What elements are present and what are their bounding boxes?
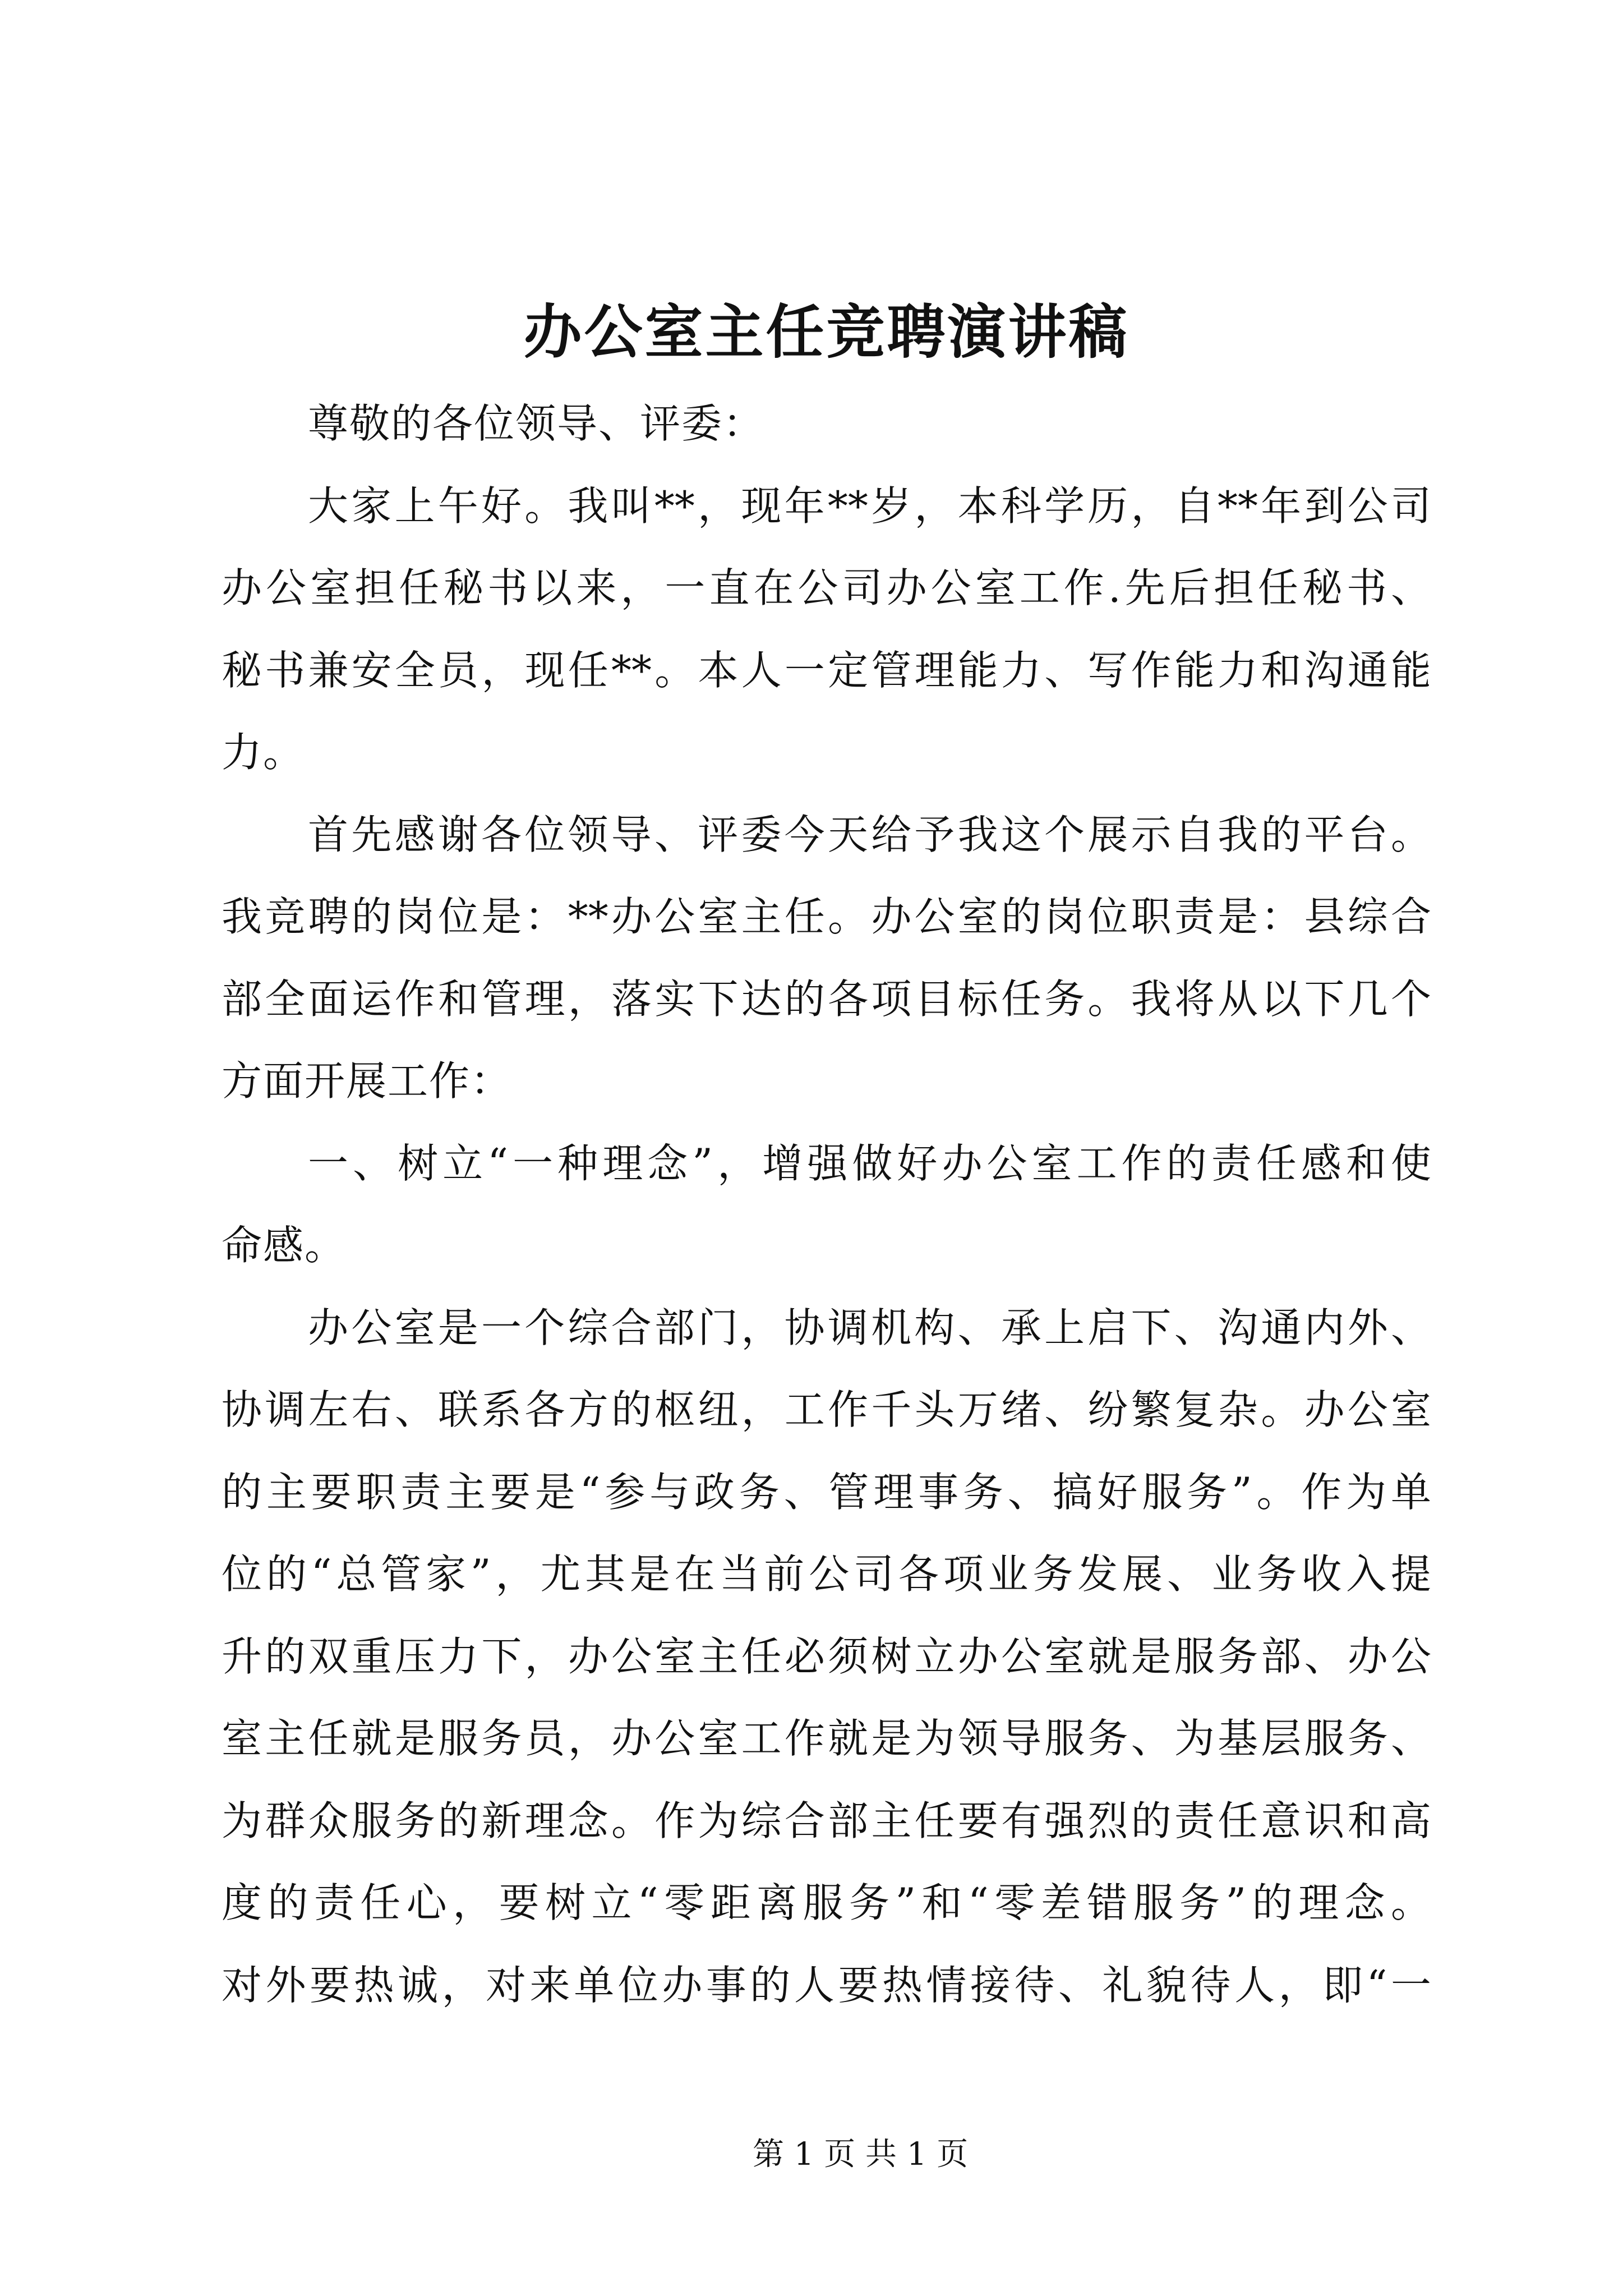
text-line: 室主任就是服务员，办公室工作就是为领导服务、为基层服务、	[222, 1715, 1431, 1762]
text-line: 方面开展工作：	[222, 1057, 513, 1105]
text-line: 尊敬的各位领导、评委：	[308, 400, 765, 447]
text-line: 大家上午好。我叫**，现年**岁，本科学历，自**年到公司	[308, 482, 1431, 530]
text-line: 为群众服务的新理念。作为综合部主任要有强烈的责任意识和高	[222, 1797, 1431, 1844]
text-line: 首先感谢各位领导、评委今天给予我这个展示自我的平台。	[308, 811, 1431, 858]
text-line: 协调左右、联系各方的枢纽，工作千头万绪、纷繁复杂。办公室	[222, 1386, 1431, 1433]
text-line: 一、树立“一种理念”，增强做好办公室工作的责任感和使	[308, 1139, 1431, 1187]
paragraph-office-role	[222, 1287, 1431, 2027]
text-line: 我竞聘的岗位是：**办公室主任。办公室的岗位职责是：县综合	[222, 893, 1431, 940]
text-line: 位的“总管家”，尤其是在当前公司各项业务发展、业务收入提	[222, 1550, 1431, 1598]
text-line: 部全面运作和管理，落实下达的各项目标任务。我将从以下几个	[222, 975, 1431, 1023]
text-line: 升的双重压力下，办公室主任必须树立办公室就是服务部、办公	[222, 1632, 1431, 1680]
text-line: 办公室担任秘书以来，一直在公司办公室工作.先后担任秘书、	[222, 564, 1431, 611]
text-line: 办公室是一个综合部门，协调机构、承上启下、沟通内外、	[308, 1304, 1431, 1351]
text-line: 命感。	[222, 1222, 347, 1269]
text-line: 度的责任心，要树立“零距离服务”和“零差错服务”的理念。	[222, 1879, 1431, 1926]
paragraph-introduction	[222, 465, 1431, 794]
document-title: 办公室主任竞聘演讲稿	[523, 297, 1129, 366]
text-line: 力。	[222, 729, 305, 776]
text-line: 的主要职责主要是“参与政务、管理事务、搞好服务”。作为单	[222, 1468, 1431, 1516]
text-line: 对外要热诚，对来单位办事的人要热情接待、礼貌待人，即“一	[222, 1961, 1431, 2009]
paragraph-section-heading	[222, 1122, 1431, 1287]
text-line: 秘书兼安全员，现任**。本人一定管理能力、写作能力和沟通能	[222, 646, 1431, 694]
document-body	[222, 383, 1431, 2026]
paragraph-salutation	[222, 383, 1431, 465]
page-footer: 第 1 页 共 1 页	[753, 2136, 969, 2173]
paragraph-position	[222, 794, 1431, 1122]
